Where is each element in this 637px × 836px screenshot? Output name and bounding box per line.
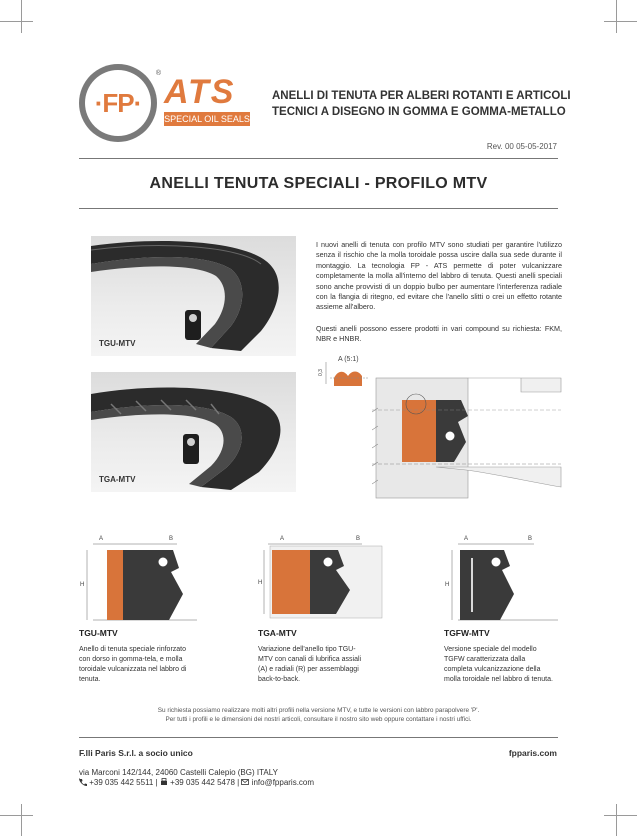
profile-text-tga: Variazione dell'anello tipo TGU-MTV con canali di lubrifica assiali (A) e radiali (R) per assemblaggi back-to-back. [258,646,362,683]
company-name: F.lli Paris S.r.l. a socio unico [79,748,193,758]
profile-title-tgu: TGU-MTV [79,628,118,638]
trim-mark-bottom-left-v [21,804,22,836]
trim-mark-bottom-right-h [604,815,637,816]
profile-title-tga: TGA-MTV [258,628,297,638]
description-paragraph-2: Questi anelli possono essere prodotti in vari compound su richiesta: FKM, NBR e HNBR. [316,324,562,344]
fax-number: +39 035 442 5478 [170,778,235,787]
footnote [79,706,558,724]
photo-label-tgu: TGU-MTV [99,339,136,348]
tgfw-dim-a: A [464,536,469,542]
fp-logo-text: ·FP· [94,88,142,118]
profile-drawing-tgfw-mtv [444,532,560,624]
footnote-line1: Su richiesta possiamo realizzare molti altri profili nella versione MTV, e tutte le versioni con labbro parapolvere 'P'. [157,707,480,714]
fp-logo-registered: ® [155,70,161,77]
header-title-line1: ANELLI DI TENUTA PER ALBERI ROTANTI E ARTICOLI [272,90,571,102]
profile-text-tgu: Anello di tenuta speciale rinforzato con dorso in gomma-tela, e molla toroidale vulcanizzata nel labbro di tenuta. [79,646,187,683]
description-paragraph-1: I nuovi anelli di tenuta con profilo MTV sono studiati per garantire l'utilizzo senza il rischio che la molla toroidale possa uscire dalla sua sede durante il montaggio. La tecnologia FP - ATS permette di poter vulcanizzare completamente la molla all'interno del labbro di tenuta. Questi anelli speciali sono anche provvisti di un doppio bulbo per aumentare l'interferenza radiale con la flangia di ritegno, ed evitare che l'anello slitti o crei un effetto rotante assieme all'albero. [316,240,562,312]
company-address: via Marconi 142/144, 24060 Castelli Calepio (BG) ITALY [79,768,278,777]
footer-rule [79,737,558,738]
trim-mark-top-left-v [21,0,22,33]
tga-dim-h: H [258,580,263,586]
detail-installation-drawing [316,352,562,502]
fax-icon [160,778,168,786]
seal-image-tgu [91,236,296,356]
trim-mark-top-right-h [604,21,637,22]
phone-icon [79,778,87,786]
website-link[interactable]: fpparis.com [508,748,557,758]
photo-label-tga: TGA-MTV [99,475,136,484]
tgu-dim-a: A [99,536,104,542]
tgfw-dim-h: H [445,582,450,588]
email-address[interactable]: info@fpparis.com [251,778,315,787]
seal-image-tga [91,372,296,492]
profile-text-tgfw: Versione speciale del modello TGFW caratterizzata dalla completa vulcanizzazione della molla toroidale nel labbro di tenuta. [444,646,553,683]
photo-tga-mtv [91,372,296,492]
tga-dim-a: A [280,536,285,542]
trim-mark-top-left-h [0,21,33,22]
phone-number[interactable]: +39 035 442 5511 [89,778,154,787]
page-title: ANELLI TENUTA SPECIALI - PROFILO MTV [149,175,488,192]
profile-title-tgfw: TGFW-MTV [444,628,490,638]
tgu-dim-b: B [169,536,174,542]
header-title-line2: TECNICI A DISEGNO IN GOMMA E GOMMA-METALLO [272,106,566,118]
tgu-dim-h: H [80,582,85,588]
tgfw-dim-b: B [528,536,533,542]
revision-label: Rev. 00 05-05-2017 [486,142,557,151]
photo-tgu-mtv [91,236,296,356]
ats-logo-tagline: SPECIAL OIL SEALS [164,114,250,124]
trim-mark-bottom-right-v [616,804,617,836]
footnote-line2: Per tutti i profili e le dimensioni dei nostri articoli, consultare il nostro sito web oppure contattare i nostri uffici. [165,716,472,723]
title-rule-top [79,158,558,159]
trim-mark-bottom-left-h [0,815,33,816]
header-title [272,88,572,120]
profile-drawing-tga-mtv [258,532,386,624]
email-icon [241,778,249,786]
trim-mark-top-right-v [616,0,617,33]
ats-logo [164,74,250,130]
ats-logo-letters: ATS [164,73,236,111]
detail-callout-label: A (5:1) [338,356,359,363]
profile-drawing-tgu-mtv [79,532,199,624]
tga-dim-b: B [356,536,361,542]
contact-line: +39 035 442 5511 | +39 035 442 5478 | info@fpparis.com [79,778,314,787]
fp-logo [79,64,161,142]
detail-dim-label: 0,3 [318,369,324,376]
title-rule-bottom [79,208,558,209]
